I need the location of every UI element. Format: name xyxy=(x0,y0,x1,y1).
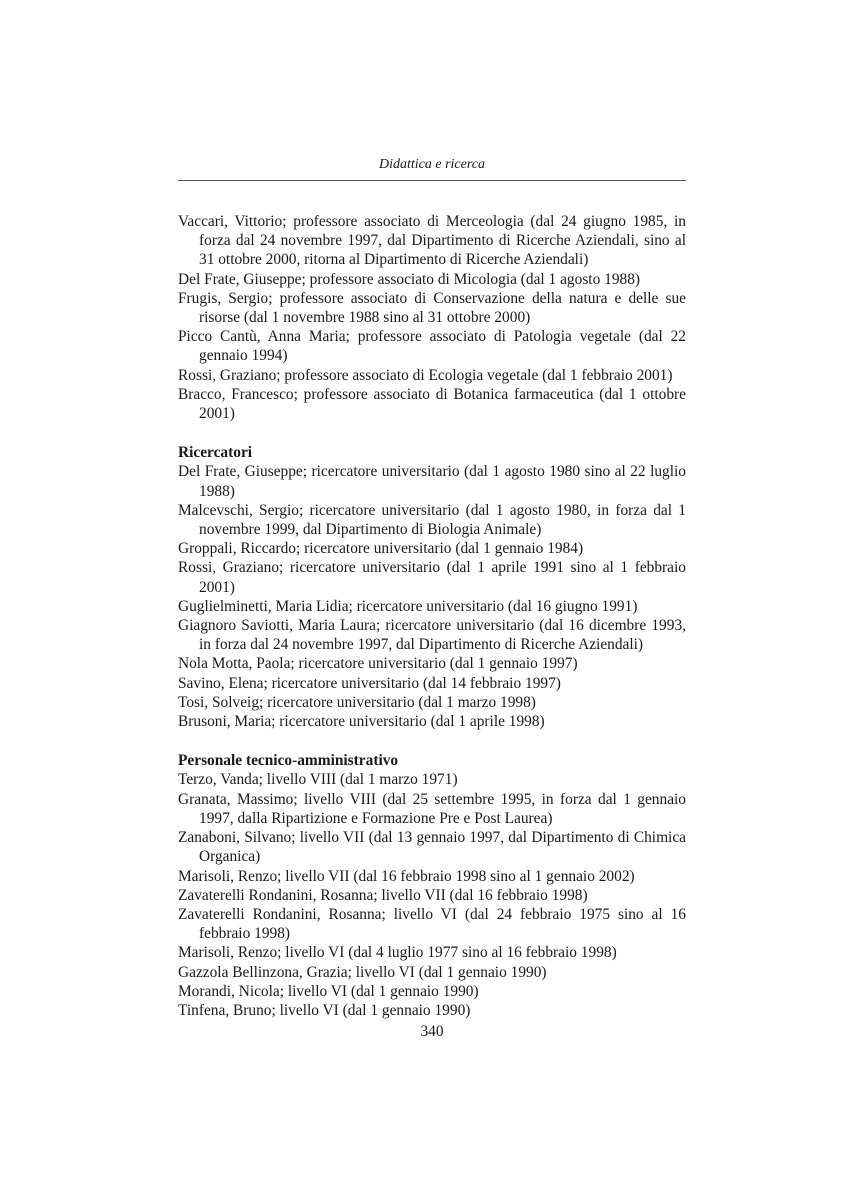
list-item: Groppali, Riccardo; ricercatore universitario (dal 1 gennaio 1984) xyxy=(178,540,584,558)
associates-list xyxy=(178,212,686,423)
list-item: Del Frate, Giuseppe; ricercatore universitario (dal 1 agosto 1980 sino al 22 luglio 1988) xyxy=(178,463,686,500)
ricercatori-list xyxy=(178,462,686,731)
list-item: Del Frate, Giuseppe; professore associato di Micologia (dal 1 agosto 1988) xyxy=(178,270,641,288)
list-item: Zavaterelli Rondanini, Rosanna; livello VI (dal 24 febbraio 1975 sino al 16 febbraio 1998) xyxy=(178,905,686,943)
list-item: Morandi, Nicola; livello VI (dal 1 gennaio 1990) xyxy=(178,982,479,1000)
list-item: Zanaboni, Silvano; livello VII (dal 13 gennaio 1997, dal Dipartimento di Chimica Organica) xyxy=(178,829,686,866)
list-item: Tinfena, Bruno; livello VI (dal 1 gennaio 1990) xyxy=(178,1001,471,1019)
body-text xyxy=(178,212,686,1020)
list-item: Zavaterelli Rondanini, Rosanna; livello VII (dal 16 febbraio 1998) xyxy=(178,886,588,904)
list-item: Savino, Elena; ricercatore universitario (dal 14 febbraio 1997) xyxy=(178,674,561,692)
list-item: Marisoli, Renzo; livello VI (dal 4 luglio 1977 sino al 16 febbraio 1998) xyxy=(178,944,617,962)
running-header: Didattica e ricerca xyxy=(378,157,485,172)
list-item: Nola Motta, Paola; ricercatore universitario (dal 1 gennaio 1997) xyxy=(178,655,578,673)
list-item: Frugis, Sergio; professore associato di Conservazione della natura e delle sue risorse (dal 1 novembre 1988 sino al 31 ottobre 2000) xyxy=(178,289,686,327)
list-item: Rossi, Graziano; ricercatore universitario (dal 1 aprile 1991 sino al 1 febbraio 2001) xyxy=(178,559,686,596)
personale-list xyxy=(178,770,686,1020)
list-item: Malcevschi, Sergio; ricercatore universitario (dal 1 agosto 1980, in forza dal 1 novembre 1999, dal Dipartimento di Biologia Animale) xyxy=(178,501,686,539)
section-heading-personale: Personale tecnico-amministrativo xyxy=(178,752,399,770)
list-item: Gazzola Bellinzona, Grazia; livello VI (dal 1 gennaio 1990) xyxy=(178,963,547,981)
list-item: Picco Cantù, Anna Maria; professore associato di Patologia vegetale (dal 22 gennaio 1994) xyxy=(178,328,686,365)
list-item: Granata, Massimo; livello VIII (dal 25 settembre 1995, in forza dal 1 gennaio 1997, dalla Ripartizione e Formazione Pre e Post Laurea) xyxy=(178,790,686,827)
list-item: Brusoni, Maria; ricercatore universitario (dal 1 aprile 1998) xyxy=(178,713,545,731)
section-heading-ricercatori: Ricercatori xyxy=(178,444,253,462)
header-rule xyxy=(178,180,686,181)
list-item: Vaccari, Vittorio; professore associato di Merceologia (dal 24 giugno 1985, in forza dal 24 novembre 1997, dal Dipartimento di Ricerche Aziendali, sino al 31 ottobre 2000, ritorna al Dipartimento di Ricerche Aziendali) xyxy=(178,213,686,269)
list-item: Bracco, Francesco; professore associato di Botanica farmaceutica (dal 1 ottobre 2001) xyxy=(178,385,686,423)
list-item: Giagnoro Saviotti, Maria Laura; ricercatore universitario (dal 16 dicembre 1993, in forza dal 24 novembre 1997, dal Dipartimento di Ricerche Aziendali) xyxy=(178,617,686,654)
list-item: Guglielminetti, Maria Lidia; ricercatore universitario (dal 16 giugno 1991) xyxy=(178,597,638,615)
list-item: Marisoli, Renzo; livello VII (dal 16 febbraio 1998 sino al 1 gennaio 2002) xyxy=(178,867,635,885)
list-item: Tosi, Solveig; ricercatore universitario (dal 1 marzo 1998) xyxy=(178,693,536,711)
page-number: 340 xyxy=(420,1023,444,1040)
list-item: Terzo, Vanda; livello VIII (dal 1 marzo 1971) xyxy=(178,771,458,789)
list-item: Rossi, Graziano; professore associato di Ecologia vegetale (dal 1 febbraio 2001) xyxy=(178,366,673,384)
